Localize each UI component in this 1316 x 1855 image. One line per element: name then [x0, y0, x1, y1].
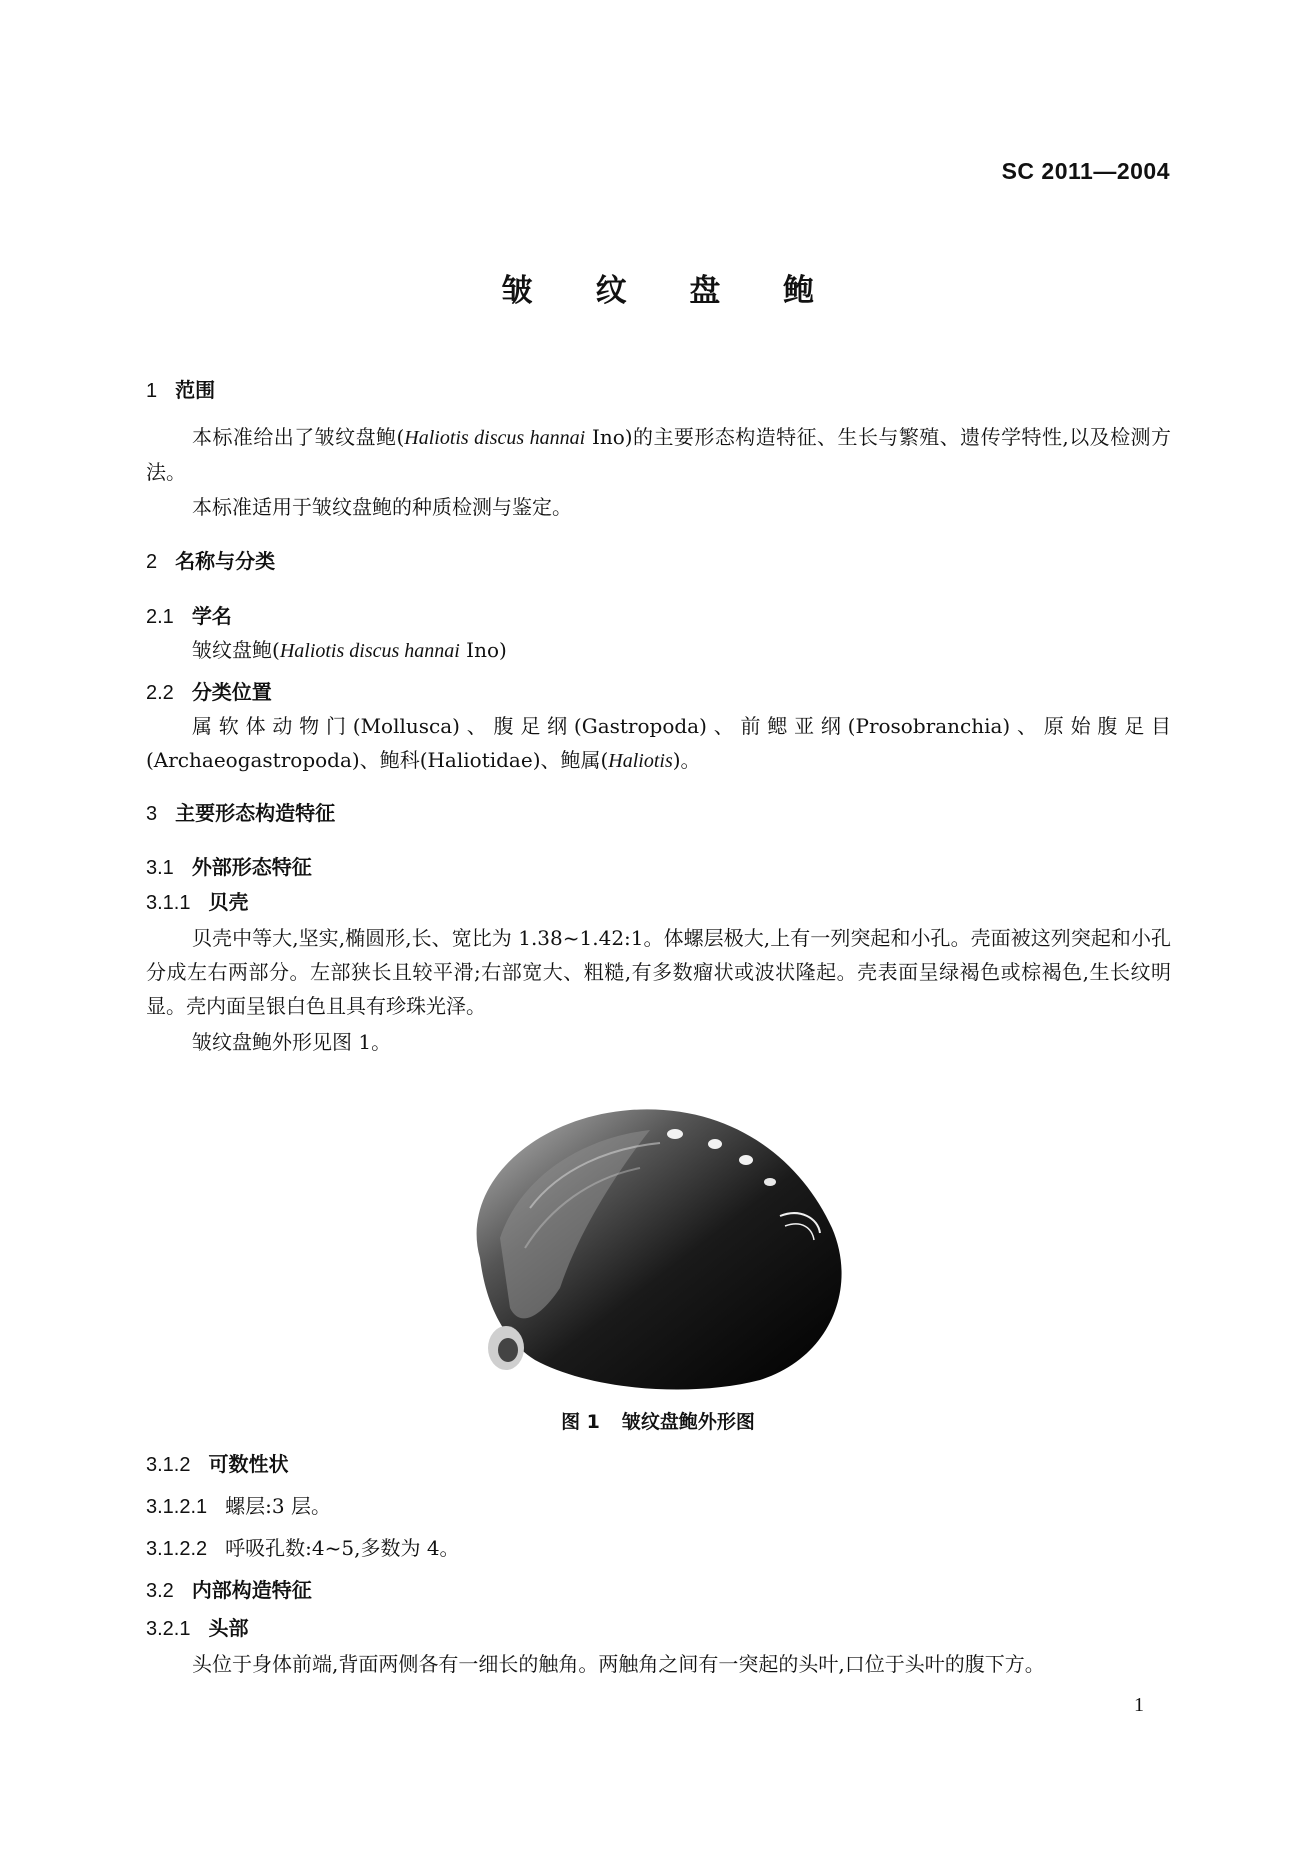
heading-text: 范围 [175, 378, 216, 402]
heading-text: 可数性状 [208, 1452, 289, 1476]
text-run: Ino) [459, 638, 507, 662]
heading-number: 3.2 [146, 1580, 174, 1602]
heading-3-1-2-countable [146, 1448, 288, 1477]
heading-3-2-1-head [146, 1612, 248, 1641]
heading-1-scope [146, 374, 215, 403]
heading-number: 3 [146, 803, 158, 825]
item-3-1-2-1-whorls [146, 1490, 331, 1519]
text-run: )。 [672, 748, 701, 772]
abalone-shell-image [440, 1098, 880, 1398]
figure-reference-paragraph: 皱纹盘鲍外形见图 1。 [192, 1030, 392, 1054]
heading-number: 3.1.1 [146, 892, 191, 914]
text-run: 本标准给出了皱纹盘鲍( [192, 425, 405, 449]
heading-3-morphology [146, 797, 335, 826]
heading-2-2-classification [146, 676, 272, 705]
heading-text: 名称与分类 [175, 549, 276, 573]
heading-text: 头部 [208, 1616, 249, 1640]
heading-2-name-classification [146, 545, 275, 574]
heading-3-2-internal [146, 1574, 312, 1603]
item-number: 3.1.2.1 [146, 1496, 208, 1518]
scope-paragraph-1 [146, 420, 1171, 489]
heading-2-1-scientific-name [146, 600, 232, 629]
heading-number: 2.2 [146, 682, 174, 704]
heading-number: 1 [146, 380, 158, 402]
item-number: 3.1.2.2 [146, 1538, 208, 1560]
heading-number: 3.1.2 [146, 1454, 191, 1476]
text-run: 皱纹盘鲍( [192, 638, 280, 662]
figure-caption-text: 皱纹盘鲍外形图 [621, 1411, 755, 1433]
figure-caption [0, 1407, 1316, 1434]
item-text: 呼吸孔数:4~5,多数为 4。 [225, 1536, 460, 1560]
page-number: 1 [1134, 1694, 1144, 1716]
heading-number: 3.1 [146, 857, 174, 879]
item-3-1-2-2-respiratory-pores [146, 1532, 460, 1561]
latin-name: Haliotis discus hannai [279, 640, 460, 662]
figure-label: 图 1 [561, 1411, 600, 1433]
heading-text: 学名 [191, 604, 232, 628]
heading-3-1-external [146, 851, 312, 880]
heading-number: 2.1 [146, 606, 174, 628]
abalone-figure [440, 1098, 880, 1398]
scope-paragraph-2: 本标准适用于皱纹盘鲍的种质检测与鉴定。 [192, 495, 572, 519]
document-title: 皱 纹 盘 鲍 [501, 273, 841, 309]
latin-name: Haliotis [608, 750, 673, 772]
text-run: 属软体动物门(Mollusca)、腹足纲(Gastropoda)、前鳃亚纲(Prosobranchia)、原始腹足目(Archaeogastropoda)、鲍科(Haliotidae)、鲍属( [146, 714, 1171, 772]
shell-paragraph: 贝壳中等大,坚实,椭圆形,长、宽比为 1.38~1.42:1。体螺层极大,上有一列突起和小孔。壳面被这列突起和小孔分成左右两部分。左部狭长且较平滑;右部宽大、粗糙,有多数瘤状或波状隆起。壳表面呈绿褐色或棕褐色,生长纹明显。壳内面呈银白色且具有珍珠光泽。 [146, 926, 1171, 1018]
classification-paragraph [146, 709, 1171, 778]
standard-number: SC 2011—2004 [1001, 158, 1170, 184]
item-text: 螺层:3 层。 [225, 1494, 331, 1518]
head-paragraph: 头位于身体前端,背面两侧各有一细长的触角。两触角之间有一突起的头叶,口位于头叶的腹下方。 [192, 1652, 1045, 1676]
heading-text: 贝壳 [208, 890, 249, 914]
heading-text: 内部构造特征 [191, 1578, 312, 1602]
heading-text: 分类位置 [191, 680, 272, 704]
text-run: Ino)的主要形态构造特征、生长与繁殖、遗传学特性,以及检测方法。 [146, 425, 1171, 484]
heading-text: 外部形态特征 [191, 855, 312, 879]
scientific-name-paragraph [192, 633, 1172, 668]
latin-name: Haliotis discus hannai [404, 427, 586, 449]
heading-text: 主要形态构造特征 [175, 801, 336, 825]
heading-number: 2 [146, 551, 158, 573]
heading-3-1-1-shell [146, 886, 248, 915]
heading-number: 3.2.1 [146, 1618, 191, 1640]
